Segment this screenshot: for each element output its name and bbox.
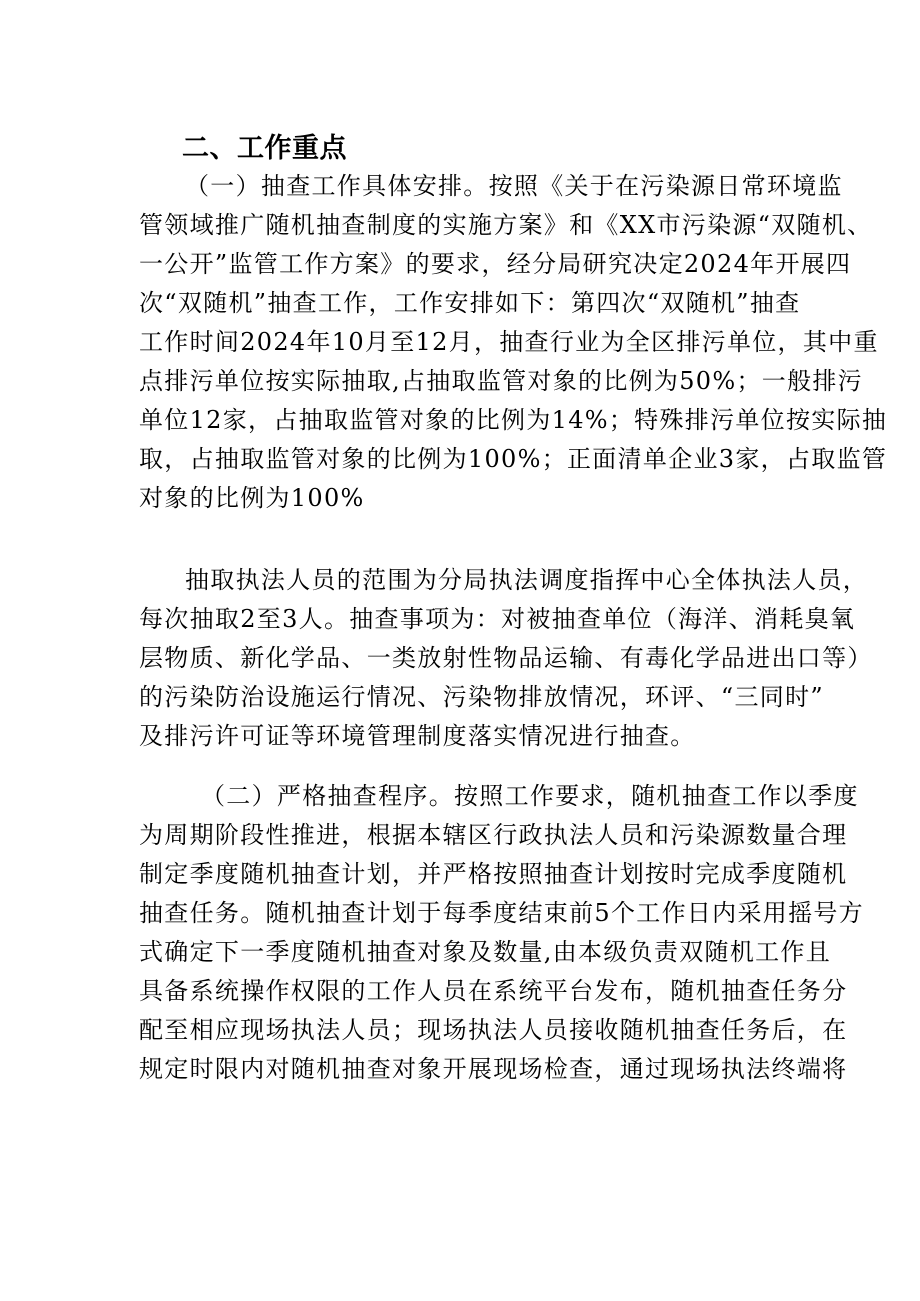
paragraph-line: （二）严格抽查程序。按照工作要求，随机抽查工作以季度 bbox=[201, 782, 859, 810]
section-heading: 二、工作重点 bbox=[182, 133, 347, 164]
paragraph-line: 单位12家，占抽取监管对象的比例为14%；特殊排污单位按实际抽 bbox=[139, 406, 888, 434]
paragraph-line: 工作时间2024年10月至12月，抽查行业为全区排污单位，其中重 bbox=[139, 328, 879, 356]
paragraph-line: 点排污单位按实际抽取,占抽取监管对象的比例为50%；一般排污 bbox=[139, 367, 863, 395]
paragraph-inspectors-scope bbox=[139, 561, 873, 756]
paragraph-line: 一公开”监管工作方案》的要求，经分局研究决定2024年开展四 bbox=[139, 250, 852, 278]
paragraph-line: 配至相应现场执法人员；现场执法人员接收随机抽查任务后，在 bbox=[139, 1016, 848, 1044]
paragraph-sampling-arrangement bbox=[139, 167, 888, 518]
paragraph-line: 规定时限内对随机抽查对象开展现场检查，通过现场执法终端将 bbox=[139, 1055, 848, 1083]
paragraph-line: 每次抽取2至3人。抽查事项为：对被抽查单位（海洋、消耗臭氧 bbox=[139, 605, 856, 633]
paragraph-line: 的污染防治设施运行情况、污染物排放情况，环评、“三同时” bbox=[139, 683, 824, 711]
paragraph-line: 次“双随机”抽查工作，工作安排如下：第四次“双随机”抽查 bbox=[139, 289, 801, 317]
paragraph-line: 具备系统操作权限的工作人员在系统平台发布，随机抽查任务分 bbox=[139, 977, 848, 1005]
paragraph-line: 制定季度随机抽查计划，并严格按照抽查计划按时完成季度随机 bbox=[139, 860, 848, 888]
paragraph-strict-procedure bbox=[139, 777, 864, 1089]
paragraph-line: 式确定下一季度随机抽查对象及数量,由本级负责双随机工作且 bbox=[139, 938, 832, 966]
paragraph-line: 取，占抽取监管对象的比例为100%；正面清单企业3家，占取监管 bbox=[139, 445, 888, 473]
paragraph-line: 抽取执法人员的范围为分局执法调度指挥中心全体执法人员， bbox=[185, 566, 869, 594]
paragraph-line: 抽查任务。随机抽查计划于每季度结束前5个工作日内采用摇号方 bbox=[139, 899, 864, 927]
paragraph-line: 层物质、新化学品、一类放射性物品运输、有毒化学品进出口等） bbox=[139, 644, 873, 672]
paragraph-line: （一）抽查工作具体安排。按照《关于在污染源日常环境监 bbox=[185, 172, 843, 200]
paragraph-line: 为周期阶段性推进，根据本辖区行政执法人员和污染源数量合理 bbox=[139, 821, 848, 849]
paragraph-line: 及排污许可证等环境管理制度落实情况进行抽查。 bbox=[139, 722, 696, 750]
paragraph-line: 管领域推广随机抽查制度的实施方案》和《XX市污染源“双随机、 bbox=[139, 211, 873, 239]
paragraph-line: 对象的比例为100% bbox=[139, 484, 365, 512]
